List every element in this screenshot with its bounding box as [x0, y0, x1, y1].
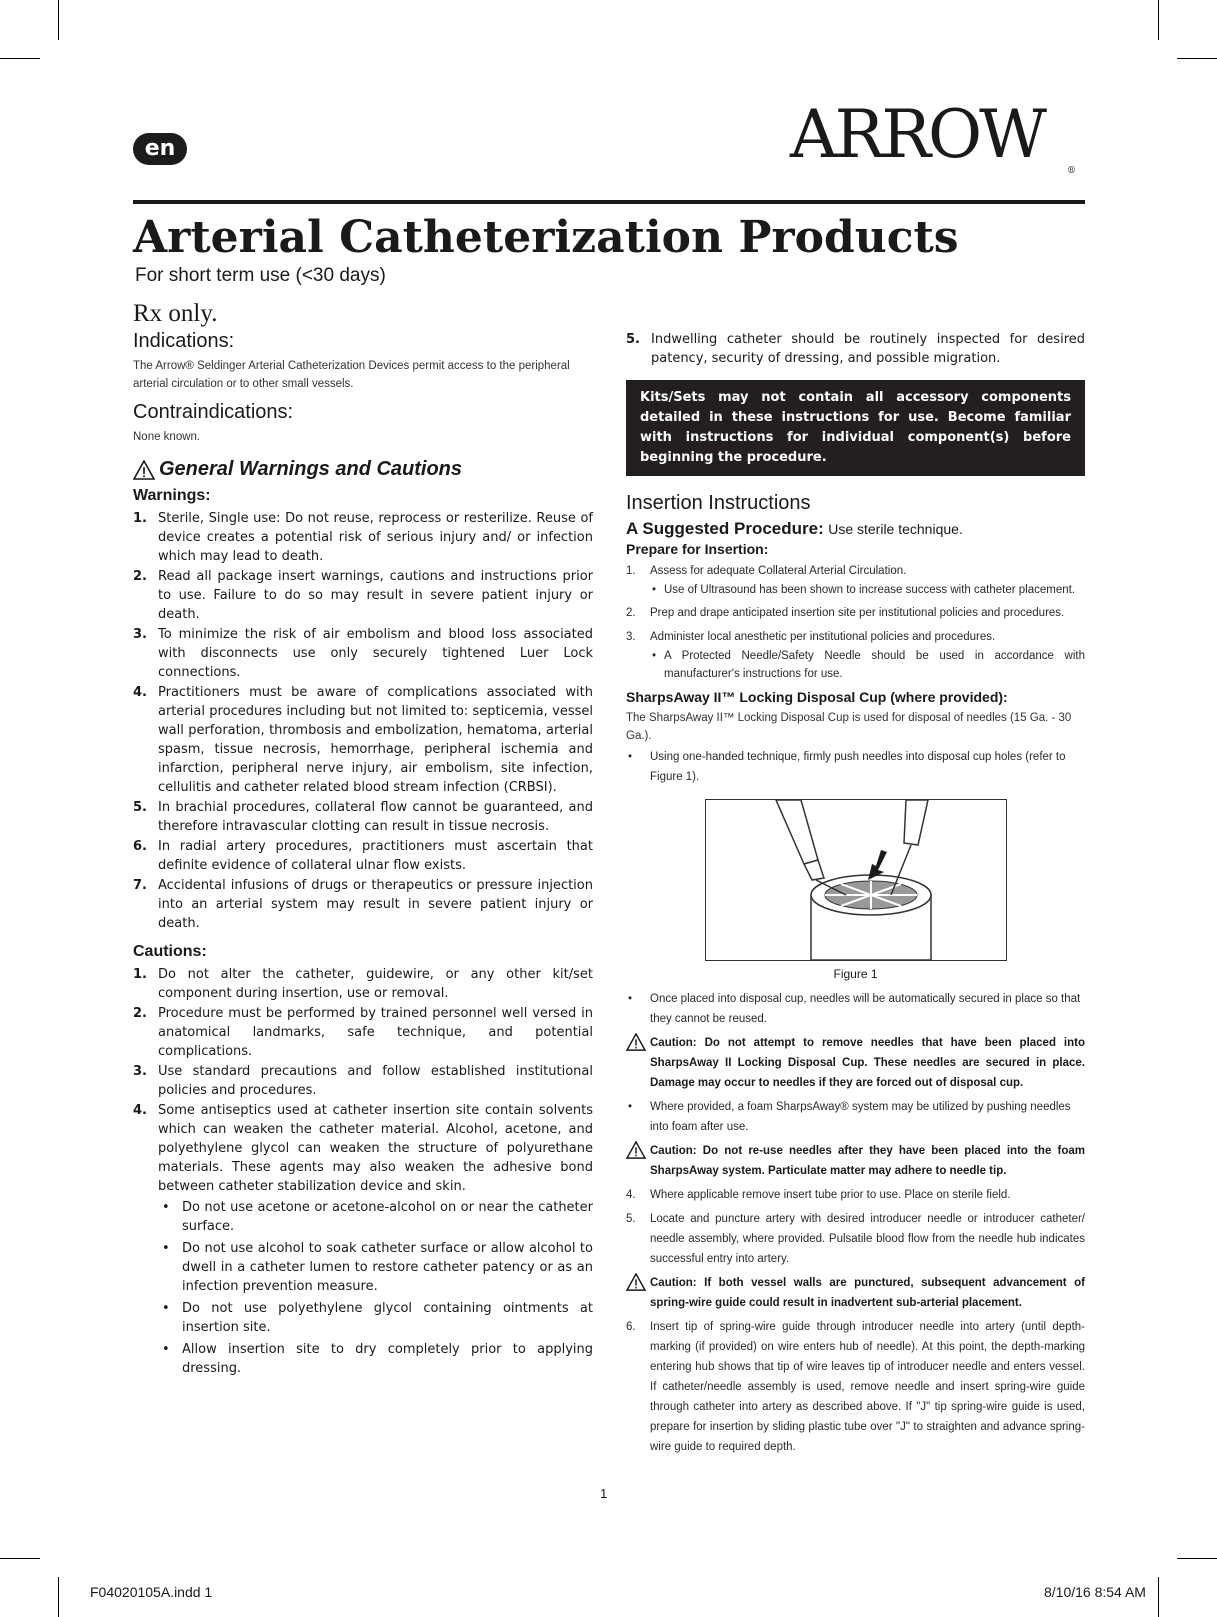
footer-date: 8/10/16 8:54 AM — [1044, 1584, 1146, 1600]
caution-sub-item: • Do not use alcohol to soak catheter surface or allow alcohol to dwell in a catheter lumen to restore catheter patency or as an infection prevention measure. — [158, 1239, 593, 1296]
right-column — [626, 330, 1085, 1461]
step-item: 5. Locate and puncture artery with desired introducer needle or introducer catheter/ needle assembly, where provided. Pulsatile blood flow from the needle hub indicates successful entry into artery. — [626, 1213, 1085, 1265]
step-item: 1. Assess for adequate Collateral Arterial Circulation. • Use of Ultrasound has been shown to increase success with catheter placement. — [626, 561, 1085, 599]
header-rule — [133, 200, 1085, 204]
caution-remove-needles: Caution: Do not attempt to remove needles that have been placed into SharpsAway II Locking Disposal Cup. These needles are secured in place. Damage may occur to needles if they are forced out of disposal cup. — [626, 1033, 1085, 1093]
crop-mark — [1177, 58, 1217, 59]
language-badge: en — [133, 133, 187, 165]
step-item: 4. Where applicable remove insert tube prior to use. Place on sterile field. — [626, 1189, 1011, 1201]
warnings-heading: Warnings: — [133, 487, 211, 504]
crop-mark — [1158, 1577, 1159, 1617]
insertion-steps — [626, 1185, 1085, 1269]
caution-item: 1. Do not alter the catheter, guidewire, or any other kit/set component during insertion, use or removal. — [133, 967, 593, 1001]
crop-mark — [1158, 0, 1159, 40]
warning-item: 2. Read all package insert warnings, cautions and instructions prior to use. Failure to do so may result in severe patient injury or death. — [133, 569, 593, 622]
prepare-heading: Prepare for Insertion: — [626, 541, 769, 557]
general-warnings-title: General Warnings and Cautions — [159, 458, 463, 480]
crop-mark — [58, 0, 59, 40]
step-item: 6. Insert tip of spring-wire guide through introducer needle into artery (until depth-marking (if provided) on wire enters hub of needle). At this point, the depth-marking entering hub shows that tip of wire leaves tip of introducer needle and enters vessel. If catheter/needle assembly is used, remove needle and insert spring-wire guide through catheter into artery as described above. If "J" tip spring-wire guide is used, prepare for insertion by sliding plastic tube over "J" to straighten and advance spring-wire guide to required depth. — [626, 1321, 1085, 1453]
crop-mark — [0, 1558, 40, 1559]
indications-heading: Indications: — [133, 330, 235, 352]
left-column — [133, 330, 593, 1381]
step-item: 2. Prep and drape anticipated insertion site per institutional policies and procedures. — [626, 607, 1065, 619]
kits-notice-box: Kits/Sets may not contain all accessory components detailed in these instructions for use. Become familiar with instructions for individual component(s) before beginning the procedure. — [626, 380, 1085, 476]
sharpsaway-heading: SharpsAway II™ Locking Disposal Cup (where provided): — [626, 689, 1008, 705]
caution-sub-item: • Do not use acetone or acetone-alcohol on or near the catheter surface. — [158, 1198, 593, 1236]
warnings-list-continued — [626, 330, 1085, 368]
general-warnings-heading — [133, 458, 593, 481]
bullet-foam: • Where provided, a foam SharpsAway® system may be utilized by pushing needles into foam after use. — [626, 1097, 1085, 1137]
arrow-logo — [790, 96, 1080, 184]
cautions-heading: Cautions: — [133, 943, 207, 960]
cautions-list — [133, 965, 593, 1378]
caution-vessel-walls: Caution: If both vessel walls are punctured, subsequent advancement of spring-wire guide could result in inadvertent sub-arterial placement. — [626, 1273, 1085, 1313]
figure-caption: Figure 1 — [833, 967, 878, 981]
contraindications-text: None known. — [133, 431, 201, 443]
insertion-instructions-heading: Insertion Instructions — [626, 492, 811, 514]
caution-sub-item: • Do not use polyethylene glycol containing ointments at insertion site. — [158, 1299, 593, 1337]
caution-item: 3. Use standard precautions and follow established institutional policies and procedures. — [133, 1064, 593, 1098]
step-item: 3. Administer local anesthetic per institutional policies and procedures. • A Protected Needle/Safety Needle should be used in accordance with manufacturer's instructions for use. — [626, 627, 1085, 683]
warning-triangle-icon — [626, 1273, 646, 1291]
caution-reuse-needles: Caution: Do not re-use needles after they have been placed into the foam SharpsAway system. Particulate matter may adhere to needle tip. — [626, 1141, 1085, 1181]
warnings-list — [133, 509, 593, 933]
insertion-steps-continued — [626, 1317, 1085, 1457]
warning-item: 3. To minimize the risk of air embolism and blood loss associated with disconnects use only securely tightened Luer Lock connections. — [133, 627, 593, 680]
crop-mark — [58, 1577, 59, 1617]
warning-item: 1. Sterile, Single use: Do not reuse, reprocess or resterilize. Reuse of device creates a potential risk of serious injury and/ or infection which may lead to death. — [133, 511, 593, 564]
warning-triangle-icon — [133, 460, 155, 480]
caution-item: 4. Some antiseptics used at catheter insertion site contain solvents which can weaken the catheter material. Alcohol, acetone, and polyethylene glycol can weaken the structure of polyurethane materials. These agents may also weaken the adhesive bond between catheter stabilization device and skin. • Do not use acetone or acetone-alcohol on or near the catheter surface. • Do not use alcohol to soak catheter surface or allow alcohol to dwell in a catheter lumen to restore catheter patency or as an infection prevention measure. • Do not use polyethylene glycol containing ointments at insertion site. • Allow insertion site to dry completely prior to applying dressing. — [133, 1101, 593, 1378]
prep-steps — [626, 561, 1085, 683]
warning-item: 5. In brachial procedures, collateral flow cannot be guaranteed, and therefore intravascular clotting can result in tissue necrosis. — [133, 800, 593, 834]
rx-only: Rx only. — [133, 300, 218, 327]
sharpsaway-text: The SharpsAway II™ Locking Disposal Cup is used for disposal of needles (15 Ga. - 30 Ga.). — [626, 712, 1072, 742]
contraindications-heading: Contraindications: — [133, 401, 294, 423]
warning-triangle-icon — [626, 1033, 646, 1051]
bullet-once-placed: • Once placed into disposal cup, needles will be automatically secured in place so that they cannot be reused. — [626, 989, 1085, 1029]
brand-name: ARROW — [790, 96, 1044, 173]
document-title: Arterial Catheterization Products — [133, 212, 959, 263]
warning-item: 7. Accidental infusions of drugs or therapeutics or pressure injection into an arterial system may result in severe patient injury or death. — [133, 878, 593, 931]
crop-mark — [0, 58, 40, 59]
warning-item: 6. In radial artery procedures, practitioners must ascertain that definite evidence of collateral ulnar flow exists. — [133, 839, 593, 873]
document-subtitle: For short term use (<30 days) — [135, 265, 386, 286]
disposal-cup-figure — [705, 799, 1007, 961]
warning-triangle-icon — [626, 1141, 646, 1159]
indications-text: The Arrow® Seldinger Arterial Catheterization Devices permit access to the peripheral arterial circulation or to other small vessels. — [133, 360, 570, 390]
caution-item: 2. Procedure must be performed by trained personnel well versed in anatomical landmarks, safe technique, and potential complications. — [133, 1006, 593, 1059]
caution-sub-list — [158, 1198, 593, 1378]
procedure-heading: A Suggested Procedure: Use sterile technique. — [626, 519, 963, 538]
sharpsaway-bullet: • Using one-handed technique, firmly push needles into disposal cup holes (refer to Figure 1). — [626, 747, 1085, 787]
step-sub-bullet: • Use of Ultrasound has been shown to increase success with catheter placement. — [650, 581, 1085, 599]
crop-mark — [1177, 1558, 1217, 1559]
warning-item: 4. Practitioners must be aware of complications associated with arterial procedures including but not limited to: septicemia, vessel wall perforation, thrombosis and embolization, hematoma, arterial spasm, tissue necrosis, hemorrhage, peripheral ischemia and infarction, peripheral nerve injury, air embolism, site infection, cellulitis and catheter related blood stream infection (CRBSI). — [133, 685, 593, 795]
brand-registered: ® — [1067, 166, 1076, 176]
step-sub-bullet: • A Protected Needle/Safety Needle should be used in accordance with manufacturer's instructions for use. — [650, 647, 1085, 683]
footer-filename: F04020105A.indd 1 — [90, 1584, 213, 1600]
page-number: 1 — [600, 1486, 608, 1501]
caution-sub-item: • Allow insertion site to dry completely prior to applying dressing. — [158, 1340, 593, 1378]
warning-item: 5. Indwelling catheter should be routinely inspected for desired patency, security of dressing, and possible migration. — [626, 332, 1085, 366]
